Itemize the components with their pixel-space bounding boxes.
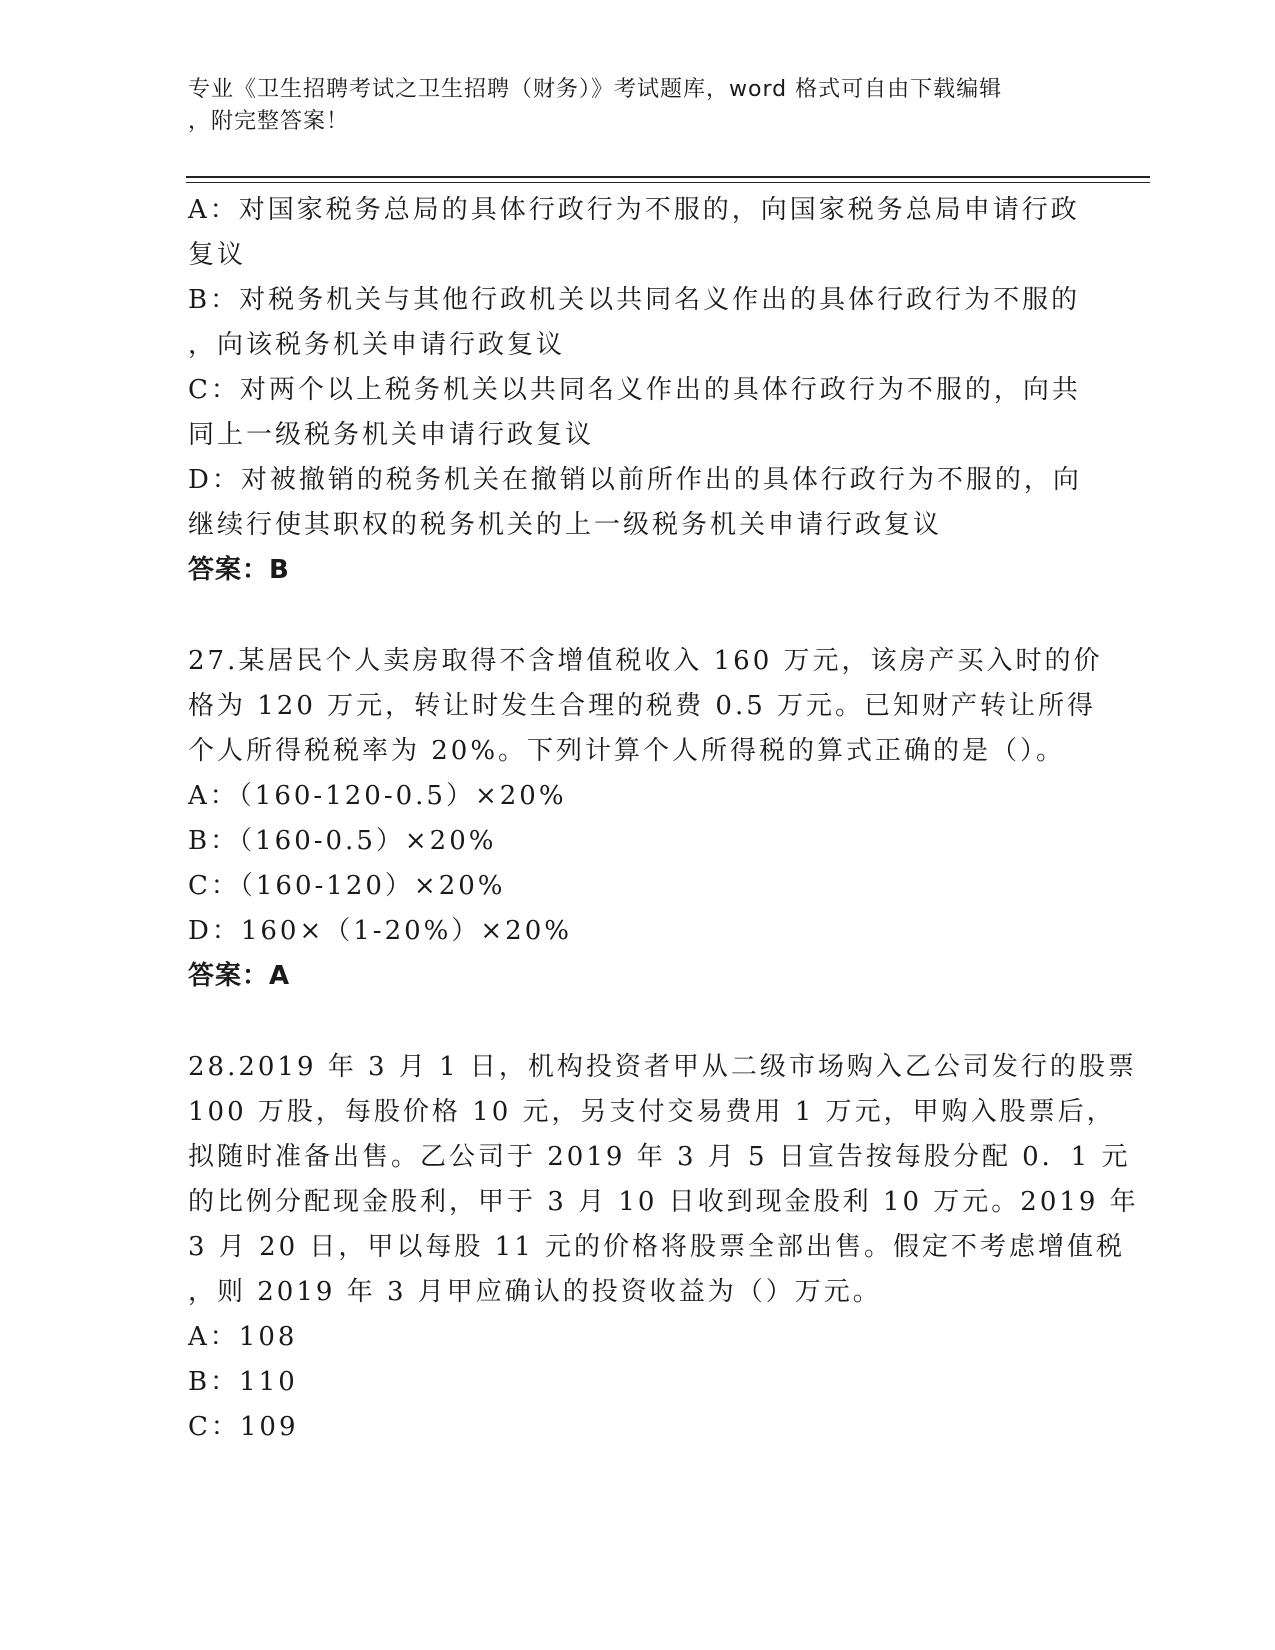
spacer	[188, 593, 1088, 639]
option-a-line-2: 复议	[188, 240, 247, 270]
option-b-line-2: ，向该税务机关申请行政复议	[188, 330, 566, 360]
option-c-line-1: C：对两个以上税务机关以共同名义作出的具体行政行为不服的，向共	[188, 375, 1081, 405]
q27-stem-line-2: 格为 120 万元，转让时发生合理的税费 0.5 万元。已知财产转让所得	[188, 691, 1097, 721]
q28-stem-line-4: 的比例分配现金股利，甲于 3 月 10 日收到现金股利 10 万元。2019 年	[188, 1187, 1139, 1217]
question-26-options	[188, 188, 1088, 593]
q28-stem-line-1: 28.2019 年 3 月 1 日，机构投资者甲从二级市场购入乙公司发行的股票	[188, 1052, 1137, 1082]
q28-stem-line-5: 3 月 20 日，甲以每股 11 元的价格将股票全部出售。假定不考虑增值税	[188, 1232, 1126, 1262]
q28-option-b: B：110	[188, 1367, 298, 1397]
document-header	[188, 74, 1068, 138]
header-line-2: ，附完整答案！	[188, 109, 350, 134]
q27-option-c: C：（160-120）×20%	[188, 871, 506, 901]
option-b-line-1: B：对税务机关与其他行政机关以共同名义作出的具体行政行为不服的	[188, 285, 1081, 315]
q28-option-a: A：108	[188, 1322, 298, 1352]
option-d-line-1: D：对被撤销的税务机关在撤销以前所作出的具体行政行为不服的，向	[188, 465, 1082, 495]
option-a-line-1: A：对国家税务总局的具体行政行为不服的，向国家税务总局申请行政	[188, 195, 1080, 225]
answer-27: 答案：A	[188, 961, 291, 991]
q28-stem-line-2: 100 万股，每股价格 10 元，另支付交易费用 1 万元，甲购入股票后，	[188, 1097, 1116, 1127]
q27-option-d: D：160×（1-20%）×20%	[188, 916, 572, 946]
document-body	[188, 188, 1139, 1450]
option-d-line-2: 继续行使其职权的税务机关的上一级税务机关申请行政复议	[188, 510, 943, 540]
answer-26: 答案：B	[188, 555, 290, 585]
q28-stem-line-6: ，则 2019 年 3 月甲应确认的投资收益为（）万元。	[188, 1277, 882, 1307]
option-c-line-2: 同上一级税务机关申请行政复议	[188, 420, 595, 450]
question-28	[188, 1045, 1139, 1450]
q27-option-b: B：（160-0.5）×20%	[188, 826, 497, 856]
q27-stem-line-3: 个人所得税税率为 20%。下列计算个人所得税的算式正确的是（）。	[188, 736, 1066, 766]
q27-stem-line-1: 27.某居民个人卖房取得不含增值税收入 160 万元，该房产买入时的价	[188, 646, 1103, 676]
q27-option-a: A：（160-120-0.5）×20%	[188, 781, 567, 811]
header-rule-thin	[186, 182, 1150, 183]
question-27	[188, 639, 1103, 999]
header-rule-thick	[186, 176, 1150, 178]
q28-option-c: C：109	[188, 1412, 299, 1442]
header-line-1: 专业《卫生招聘考试之卫生招聘（财务）》考试题库，word 格式可自由下载编辑	[188, 77, 1003, 102]
spacer	[188, 999, 1088, 1045]
q28-stem-line-3: 拟随时准备出售。乙公司于 2019 年 3 月 5 日宣告按每股分配 0．1 元	[188, 1142, 1131, 1172]
